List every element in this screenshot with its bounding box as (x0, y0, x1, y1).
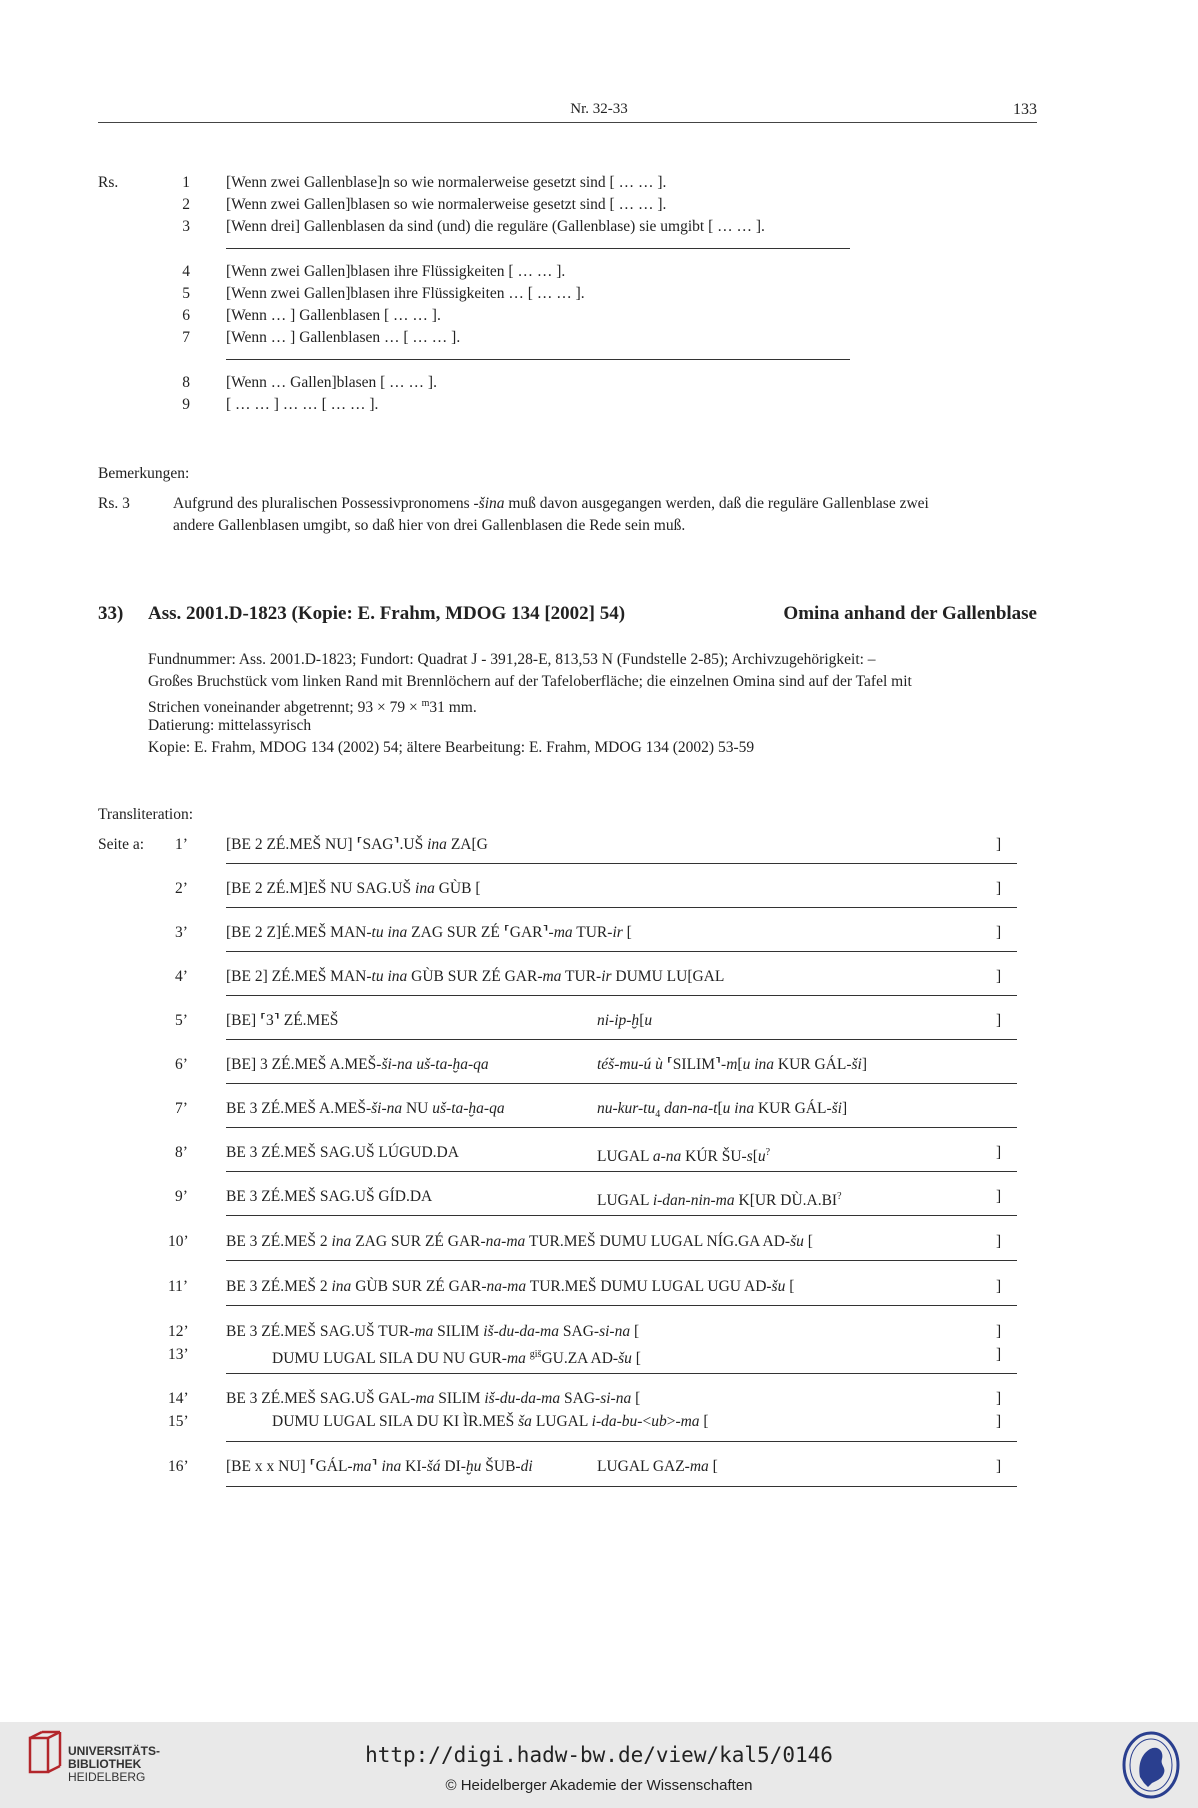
separator-rule (226, 1486, 1017, 1487)
translation-line: [Wenn zwei Gallen]blasen so wie normalerweise gesetzt sind [ … … ]. (226, 196, 667, 213)
page-number: 133 (1013, 101, 1037, 118)
close-bracket: ] (996, 1390, 1002, 1407)
transliteration-line: [BE 2 ZÉ.M]EŠ NU SAG.UŠ ina GÙB [ (226, 880, 481, 897)
line-number: 13’ (168, 1346, 189, 1363)
line-number: 11’ (168, 1278, 189, 1295)
line-number: 1’ (175, 836, 188, 853)
separator-rule (226, 1171, 1017, 1172)
separator-rule (226, 995, 1017, 996)
remarks-heading: Bemerkungen: (98, 465, 190, 482)
transliteration-line: BE 3 ZÉ.MEŠ SAG.UŠ GÍD.DA (226, 1188, 433, 1205)
transliteration-line: BE 3 ZÉ.MEŠ A.MEŠ-ši-na NU uš-ta-ḫa-qa (226, 1100, 505, 1117)
remarks-text-line-1: Aufgrund des pluralischen Possessivpronomens -šina muß davon ausgegangen werden, daß die reguläre Gallenblase zwei (173, 495, 929, 512)
line-number: 4’ (175, 968, 188, 985)
transliteration-apodosis: LUGAL i-dan-nin-ma K[UR DÙ.A.BI? (597, 1191, 842, 1210)
line-number: 3 (182, 218, 190, 235)
transliteration-line: [BE x x NU] ⸢GÁL-ma⸣ ina KI-šá DI-ḫu ŠUB-di (226, 1458, 533, 1475)
separator-rule (226, 1441, 1017, 1442)
transliteration-line: [BE 2] ZÉ.MEŠ MAN-tu ina GÙB SUR ZÉ GAR-ma TUR-ir DUMU LU[GAL (226, 968, 725, 985)
translation-line: [Wenn zwei Gallenblase]n so wie normalerweise gesetzt sind [ … … ]. (226, 174, 667, 191)
transliteration-line: DUMU LUGAL SILA DU KI ÌR.MEŠ ša LUGAL i-da-bu-<ub>-ma [ (272, 1413, 709, 1430)
translation-line: [Wenn zwei Gallen]blasen ihre Flüssigkeiten [ … … ]. (226, 263, 566, 280)
close-bracket: ] (996, 1323, 1002, 1340)
close-bracket: ] (996, 1278, 1002, 1295)
line-number: 5’ (175, 1012, 188, 1029)
academy-seal-icon (1122, 1731, 1180, 1799)
separator-rule (226, 1373, 1017, 1374)
line-number: 9 (182, 396, 190, 413)
close-bracket: ] (996, 1346, 1002, 1363)
line-number: 6’ (175, 1056, 188, 1073)
close-bracket: ] (996, 1012, 1002, 1029)
line-number: 14’ (168, 1390, 189, 1407)
find-number-line: Fundnummer: Ass. 2001.D-1823; Fundort: Quadrat J - 391,28-E, 813,53 N (Fundstelle 2-85); Archivzugehörigkeit: – (148, 651, 876, 668)
line-number: 12’ (168, 1323, 189, 1340)
close-bracket: ] (996, 1458, 1002, 1475)
transliteration-apodosis: LUGAL a-na KÚR ŠU-s[u? (597, 1147, 771, 1166)
transliteration-apodosis: $nu-kur-tu_4$ dan-na-t[u ina KUR GÁL-ši] (597, 1100, 848, 1121)
dimensions-line: Strichen voneinander abgetrennt; 93 × 79 × $^m$31 mm. (148, 698, 477, 717)
close-bracket: ] (996, 836, 1002, 853)
transliteration-line: BE 3 ZÉ.MEŠ 2 ina ZAG SUR ZÉ GAR-na-ma TUR.MEŠ DUMU LUGAL NÍG.GA AD-šu [ (226, 1233, 813, 1250)
transliteration-apodosis: téš-mu-ú ù ⸢SILIM⸣-m[u ina KUR GÁL-ši] (597, 1056, 868, 1073)
separator-rule (226, 907, 1017, 908)
copy-line: Kopie: E. Frahm, MDOG 134 (2002) 54; ältere Bearbeitung: E. Frahm, MDOG 134 (2002) 53-59 (148, 739, 755, 756)
line-number: 3’ (175, 924, 188, 941)
transliteration-line: DUMU LUGAL SILA DU NU GUR-ma $^{giš}$GU.ZA AD-šu [ (272, 1349, 641, 1368)
close-bracket: ] (996, 1144, 1002, 1161)
transliteration-line: [BE 2 Z]É.MEŠ MAN-tu ina ZAG SUR ZÉ ⸢GAR⸣-ma TUR-ir [ (226, 924, 632, 941)
transliteration-line: [BE] 3 ZÉ.MEŠ A.MEŠ-ši-na uš-ta-ḫa-qa (226, 1056, 489, 1073)
translation-line: [Wenn … Gallen]blasen [ … … ]. (226, 374, 437, 391)
side-label: Seite a: (98, 836, 145, 853)
header-rule (98, 122, 1037, 123)
transliteration-apodosis: ni-ip-ḫ[u (597, 1012, 653, 1029)
dating-line: Datierung: mittelassyrisch (148, 717, 312, 734)
close-bracket: ] (996, 1233, 1002, 1250)
remarks-text-line-2: andere Gallenblasen umgibt, so daß hier von drei Gallenblasen die Rede sein muß. (173, 517, 686, 534)
line-number: 9’ (175, 1188, 188, 1205)
line-number: 2 (182, 196, 190, 213)
separator-rule (226, 248, 850, 249)
separator-rule (226, 1215, 1017, 1216)
close-bracket: ] (996, 968, 1002, 985)
separator-rule (226, 1127, 1017, 1128)
translation-line: [Wenn drei] Gallenblasen da sind (und) die reguläre (Gallenblase) sie umgibt [ … … ]. (226, 218, 765, 235)
separator-rule (226, 1305, 1017, 1306)
line-number: 5 (182, 285, 190, 302)
line-number: 6 (182, 307, 190, 324)
translation-line: [Wenn zwei Gallen]blasen ihre Flüssigkeiten … [ … … ]. (226, 285, 585, 302)
line-number: 2’ (175, 880, 188, 897)
separator-rule (226, 1039, 1017, 1040)
remarks-ref: Rs. 3 (98, 495, 130, 512)
close-bracket: ] (996, 1188, 1002, 1205)
section-number: 33) (98, 603, 124, 624)
line-number: 10’ (168, 1233, 189, 1250)
transliteration-line: [BE] ⸢3⸣ ZÉ.MEŠ (226, 1012, 339, 1029)
line-number: 16’ (168, 1458, 189, 1475)
library-logo-text: UNIVERSITÄTS- BIBLIOTHEK HEIDELBERG (68, 1744, 161, 1784)
separator-rule (226, 359, 850, 360)
line-number: 7’ (175, 1100, 188, 1117)
translation-line: [Wenn … ] Gallenblasen … [ … … ]. (226, 329, 461, 346)
source-url-link[interactable]: http://digi.hadw-bw.de/view/kal5/0146 (365, 1743, 833, 1767)
line-number: 8’ (175, 1144, 188, 1161)
description-line: Großes Bruchstück vom linken Rand mit Brennlöchern auf der Tafeloberfläche; die einzelnen Omina sind auf der Tafel mit (148, 673, 912, 690)
copyright-notice: © Heidelberger Akademie der Wissenschaften (445, 1777, 753, 1794)
section-subject: Omina anhand der Gallenblase (783, 603, 1037, 624)
transliteration-line: BE 3 ZÉ.MEŠ SAG.UŠ LÚGUD.DA (226, 1144, 459, 1161)
close-bracket: ] (996, 880, 1002, 897)
section-title: Ass. 2001.D-1823 (Kopie: E. Frahm, MDOG 134 [2002] 54) (148, 603, 626, 624)
line-number: 7 (182, 329, 190, 346)
separator-rule (226, 863, 1017, 864)
transliteration-line: BE 3 ZÉ.MEŠ 2 ina GÙB SUR ZÉ GAR-na-ma TUR.MEŠ DUMU LUGAL UGU AD-šu [ (226, 1278, 795, 1295)
close-bracket: ] (996, 924, 1002, 941)
line-number: 8 (182, 374, 190, 391)
line-number: 1 (182, 174, 190, 191)
transliteration-heading: Transliteration: (98, 806, 194, 823)
separator-rule (226, 1083, 1017, 1084)
line-number: 4 (182, 263, 190, 280)
transliteration-line: BE 3 ZÉ.MEŠ SAG.UŠ GAL-ma SILIM iš-du-da-ma SAG-si-na [ (226, 1390, 641, 1407)
close-bracket: ] (996, 1413, 1002, 1430)
transliteration-line: BE 3 ZÉ.MEŠ SAG.UŠ TUR-ma SILIM iš-du-da-ma SAG-si-na [ (226, 1323, 640, 1340)
running-title: Nr. 32-33 (570, 101, 628, 117)
transliteration-apodosis: LUGAL GAZ-ma [ (597, 1458, 718, 1475)
translation-line: [ … … ] … … [ … … ]. (226, 396, 379, 413)
line-number: 15’ (168, 1413, 189, 1430)
rs-label: Rs. (98, 174, 119, 191)
transliteration-line: [BE 2 ZÉ.MEŠ NU] ⸢SAG⸣.UŠ ina ZA[G (226, 836, 488, 853)
separator-rule (226, 1260, 1017, 1261)
translation-line: [Wenn … ] Gallenblasen [ … … ]. (226, 307, 441, 324)
separator-rule (226, 951, 1017, 952)
